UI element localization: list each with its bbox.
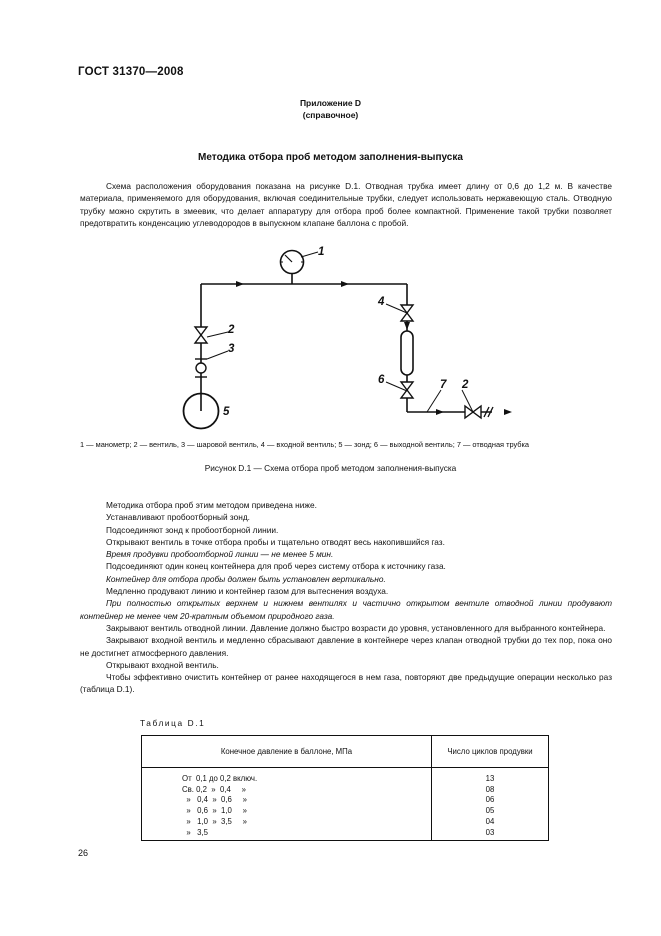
label-valve: 2	[228, 324, 235, 336]
page-number: 26	[78, 848, 89, 858]
purge-cycles-cell: 13	[432, 768, 549, 785]
pressure-range-cell: » 1,0 » 3,5 »	[142, 817, 432, 828]
outlet-valve-icon	[401, 382, 413, 398]
table-row	[142, 828, 549, 841]
purge-cycles-cell: 06	[432, 795, 549, 806]
purge-cycles-cell: 05	[432, 806, 549, 817]
pressure-range-cell: » 3,5	[142, 828, 432, 841]
valve-icon	[195, 327, 207, 343]
purge-cycles-cell: 03	[432, 828, 549, 841]
pressure-range-cell: » 0,4 » 0,6 »	[142, 795, 432, 806]
figure-caption: Рисунок D.1 — Схема отбора проб методом заполнения-выпуска	[204, 463, 457, 473]
label-ball-valve: 3	[228, 343, 235, 355]
probe-icon	[184, 394, 219, 429]
procedure-step: Медленно продувают линию и контейнер газом для вытеснения воздуха.	[106, 586, 389, 597]
purge-cycles-cell: 08	[432, 785, 549, 796]
label-probe: 5	[223, 406, 230, 418]
pressure-range-cell: Св. 0,2 » 0,4 »	[142, 785, 432, 796]
procedure-step: Подсоединяют один конец контейнера для проб через систему отбора к источнику газа.	[106, 561, 446, 572]
procedure-step: Устанавливают пробоотборный зонд.	[106, 512, 250, 523]
intro-paragraph: Схема расположения оборудования показана на рисунке D.1. Отводная трубка имеет длину от 0,6 до 1,2 м. В качестве материала, применяемого для оборудования, включая соединительные трубки, следует использовать нержавеющую сталь. Отводную трубку можно скрутить в змеевик, что делает аппаратуру для отбора проб более компактной. Применение такой трубки позволяет предотвратить конденсацию углеводородов в выпускном клапане баллона с пробой.	[80, 181, 612, 228]
table-row	[142, 806, 549, 817]
procedure-step: Открывают входной вентиль.	[106, 659, 219, 670]
document-header: ГОСТ 31370—2008	[78, 66, 184, 78]
table-header-pressure: Конечное давление в баллоне, МПа	[142, 736, 432, 768]
manometer-icon	[281, 251, 304, 274]
procedure-step: Время продувки пробоотборной линии — не менее 5 мин.	[106, 549, 334, 560]
figure-legend: 1 — манометр; 2 — вентиль, 3 — шаровой вентиль, 4 — входной вентиль; 5 — зонд; 6 — выходной вентиль; 7 — отводная трубка	[80, 440, 530, 449]
label-vent-valve: 2	[462, 379, 469, 391]
table-row	[142, 785, 549, 796]
pressure-range-cell: От 0,1 до 0,2 включ.	[142, 768, 432, 785]
pressure-range-cell: » 0,6 » 1,0 »	[142, 806, 432, 817]
table-row	[142, 817, 549, 828]
label-inlet-valve: 4	[378, 296, 385, 308]
procedure-list	[80, 499, 612, 696]
procedure-step: Чтобы эффективно очистить контейнер от ранее находящегося в нем газа, повторяют две предыдущие операции несколько раз (таблица D.1).	[80, 672, 612, 695]
purge-cycles-table	[141, 735, 549, 841]
procedure-step: Закрывают вентиль отводной линии. Давление должно быстро возрасти до уровня, установленного для выбранного контейнера.	[106, 622, 606, 633]
procedure-step: При полностью открытых верхнем и нижнем вентилях и частично открытом вентиле отводной линии продувают контейнер не менее чем 20-кратным объемом природного газа.	[80, 598, 612, 621]
procedure-step: Контейнер для отбора пробы должен быть установлен вертикально.	[106, 573, 386, 584]
procedure-step: Открывают вентиль в точке отбора пробы и тщательно отводят весь накопившийся газ.	[106, 536, 445, 547]
purge-cycles-cell: 04	[432, 817, 549, 828]
procedure-step: Закрывают входной вентиль и медленно сбрасывают давление в контейнере через клапан отводной трубки до тех пор, пока оно не достигнет атмосферного давления.	[80, 635, 612, 658]
section-title: Методика отбора проб методом заполнения-выпуска	[198, 152, 463, 163]
procedure-step: Подсоединяют зонд к пробоотборной линии.	[106, 524, 279, 535]
label-outlet-valve: 6	[378, 374, 385, 386]
appendix-type: (справочное)	[302, 110, 359, 120]
table-header-cycles: Число циклов продувки	[432, 736, 549, 768]
appendix-title: Приложение D	[299, 98, 362, 108]
sample-container	[401, 331, 413, 375]
label-manometer: 1	[318, 246, 325, 258]
label-vent-tube: 7	[440, 379, 447, 391]
table-row	[142, 795, 549, 806]
procedure-step: Методика отбора проб этим методом приведена ниже.	[106, 500, 317, 510]
sampling-diagram	[0, 0, 661, 440]
table-row	[142, 768, 549, 785]
table-caption: Таблица D.1	[140, 718, 206, 728]
